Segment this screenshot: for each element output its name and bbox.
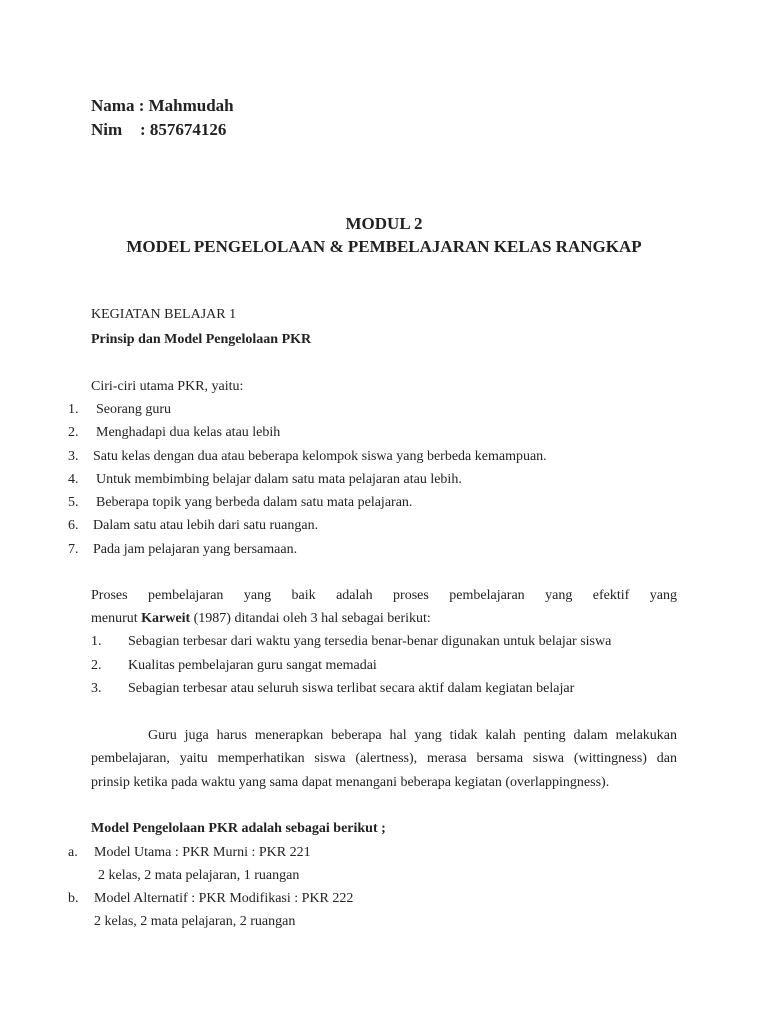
list-item-number: 1. [68,402,79,417]
list-item: Sebagian terbesar atau seluruh siswa terlibat secara aktif dalam kegiatan belajar [128,681,575,696]
module-title: MODUL 2 [345,214,423,233]
student-nim-label: Nim [91,120,123,139]
guru-paragraph-line2: pembelajaran, yaitu memperhatikan siswa (alertness), merasa bersama siswa (wittingness) dan [91,751,677,766]
model-title: Model Utama : PKR Murni : PKR 221 [94,845,311,860]
guru-paragraph-line3: prinsip ketika pada waktu yang sama dapat menangani beberapa kegiatan (overlappingness). [91,775,610,790]
student-nim-value: : 857674126 [140,120,227,139]
list-item-number: 3. [68,449,79,464]
student-name: Nama : Mahmudah [91,96,234,115]
list-item-number: 6. [68,518,79,533]
karweit-paragraph-line2 [91,611,431,627]
list-item: Untuk membimbing belajar dalam satu mata pelajaran atau lebih. [96,472,462,487]
list-item: Menghadapi dua kelas atau lebih [96,425,281,440]
section-subheading: Prinsip dan Model Pengelolaan PKR [91,332,312,347]
models-heading: Model Pengelolaan PKR adalah sebagai berikut ; [91,821,386,836]
guru-paragraph-line1: Guru juga harus menerapkan beberapa hal yang tidak kalah penting dalam melakukan [148,728,677,743]
list-item: Satu kelas dengan dua atau beberapa kelompok siswa yang berbeda kemampuan. [93,449,547,464]
list-intro: Ciri-ciri utama PKR, yaitu: [91,379,244,394]
list-item-number: 1. [91,634,102,649]
list-item-letter: a. [68,845,78,860]
list-item: Kualitas pembelajaran guru sangat memadai [128,658,377,673]
section-heading: KEGIATAN BELAJAR 1 [91,307,237,322]
karweit-post: (1987) ditandai oleh 3 hal sebagai berikut: [193,611,431,626]
module-subtitle: MODEL PENGELOLAAN & PEMBELAJARAN KELAS RANGKAP [126,237,642,256]
list-item: Dalam satu atau lebih dari satu ruangan. [93,518,319,533]
karweit-paragraph-line1: Proses pembelajaran yang baik adalah proses pembelajaran yang efektif yang [91,588,677,603]
list-item-number: 2. [91,658,102,673]
karweit-pre: menurut [91,611,138,626]
model-detail: 2 kelas, 2 mata pelajaran, 1 ruangan [98,868,300,883]
list-item: Seorang guru [96,402,172,417]
list-item-number: 2. [68,425,79,440]
list-item-number: 7. [68,542,79,557]
list-item-number: 5. [68,495,79,510]
list-item-number: 3. [91,681,102,696]
list-item: Pada jam pelajaran yang bersamaan. [93,542,298,557]
list-item: Sebagian terbesar dari waktu yang tersedia benar-benar digunakan untuk belajar siswa [128,634,612,649]
list-item-number: 4. [68,472,79,487]
model-detail: 2 kelas, 2 mata pelajaran, 2 ruangan [94,914,296,929]
list-item-letter: b. [68,891,79,906]
karweit-name: Karweit [141,611,191,626]
list-item: Beberapa topik yang berbeda dalam satu mata pelajaran. [96,495,413,510]
model-title: Model Alternatif : PKR Modifikasi : PKR 222 [94,891,354,906]
